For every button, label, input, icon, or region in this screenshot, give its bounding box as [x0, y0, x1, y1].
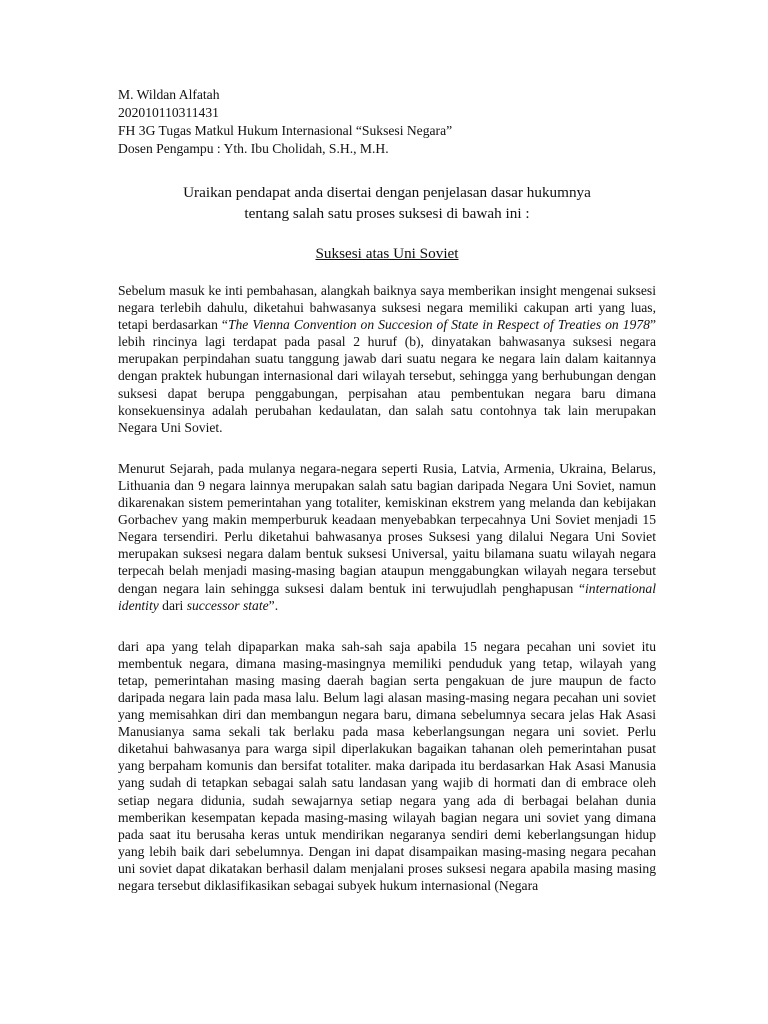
author-name: M. Wildan Alfatah [118, 87, 220, 102]
paragraph-2-italic-2: successor state [186, 597, 269, 613]
lecturer-info: Dosen Pengampu : Yth. Ibu Cholidah, S.H., M.H. [118, 141, 389, 156]
question-line-1: Uraikan pendapat anda disertai dengan penjelasan dasar hukumnya [183, 184, 591, 201]
author-header [118, 86, 656, 158]
paragraph-1-italic: The Vienna Convention on Succesion of State in Respect of Treaties on 1978 [227, 317, 650, 333]
paragraph-history [118, 460, 656, 614]
assignment-question [118, 182, 656, 224]
paragraph-2-text-mid: dari [158, 597, 187, 613]
student-id: 202010110311431 [118, 105, 219, 120]
paragraph-analysis: dari apa yang telah dipaparkan maka sah-sah saja apabila 15 negara pecahan uni soviet itu membentuk negara, dimana masing-masingnya memiliki penduduk yang tetap, wilayah yang tetap, pemerintahan masing masing daerah bagian serta pengakuan de jure maupun de facto daripada negara lain pada masa lalu. Belum lagi alasan masing-masing negara pecahan uni soviet yang memisahkan diri dan membangun negara baru, dimana sebelumnya secara jelas Hak Asasi Manusianya sama sekali tak berlaku pada masa keberlangsungan negara uni soviet. Perlu diketahui bahwasanya para warga sipil diperlakukan bagaikan tahanan oleh pemerintahan pusat yang berpaham komunis dan bersifat totaliter. maka daripada itu berdasarkan Hak Asasi Manusia yang sudah di tetapkan sebagai salah satu landasan yang wajib di hormati dan di embrace oleh setiap negara didunia, sudah sewajarnya setiap negara yang ada di berbagai belahan dunia memberikan kesempatan kepada masing-masing wilayah bagian negara uni soviet yang dimana pada saat itu berusaha keras untuk mendirikan negaranya sendiri demi keberlangsungan hidup yang lebih baik dari sebelumnya. Dengan ini dapat disampaikan masing-masing negara pecahan uni soviet dapat dikatakan berhasil dalam menjalani proses suksesi negara apabila masing masing negara tersebut diklasifikasikan sebagai subyek hukum internasional (Negara [118, 638, 656, 893]
paragraph-2-italic-1: international identity [118, 580, 656, 613]
question-line-2: tentang salah satu proses suksesi di bawah ini : [244, 205, 530, 222]
paragraph-1-text-a: Sebelum masuk ke inti pembahasan, alangkah baiknya saya memberikan insight mengenai suksesi negara terlebih dahulu, diketahui bahwasanya suksesi negara memiliki cakupan arti yang luas, tetapi berdasarkan “ [118, 283, 656, 333]
course-info: FH 3G Tugas Matkul Hukum Internasional “Suksesi Negara” [118, 123, 453, 138]
paragraph-introduction [118, 282, 656, 436]
paragraph-2-text-a: Menurut Sejarah, pada mulanya negara-negara seperti Rusia, Latvia, Armenia, Ukraina, Belarus, Lithuania dan 9 negara lainnya merupakan salah satu bagian daripada Negara Uni Soviet, namun dikarenakan sistem pemerintahan yang totaliter, kemiskinan ekstrem yang melanda dan kebijakan Gorbachev yang makin memperburuk keadaan menyebabkan terpecahnya Uni Soviet menjadi 15 Negara tersendiri. Perlu diketahui bahwasanya proses Suksesi yang dilalui Negara Uni Soviet merupakan suksesi negara dalam bentuk suksesi Universal, yaitu bilamana suatu wilayah negara terpecah belah menjadi masing-masing bagian ataupun menggabungkan wilayah negara tersebut dengan negara lain sehingga suksesi dalam bentuk ini terwujudlah penghapusan “ [118, 460, 656, 596]
paragraph-1-text-b: ” lebih rincinya lagi terdapat pada pasal 2 huruf (b), dinyatakan bahwasanya suksesi negara merupakan perpindahan suatu tanggung jawab dari suatu negara ke negara lain dalam kaitannya dengan praktek hubungan internasional dari wilayah tersebut, sehingga yang berhubungan dengan suksesi dapat berupa penggabungan, perpisahan atau pembentukan negara baru dimana konsekuensinya adalah perubahan kedaulatan, dan salah satu contohnya tak lain merupakan Negara Uni Soviet. [118, 317, 656, 435]
section-title: Suksesi atas Uni Soviet [315, 245, 459, 262]
paragraph-2-text-b: ”. [268, 597, 279, 613]
